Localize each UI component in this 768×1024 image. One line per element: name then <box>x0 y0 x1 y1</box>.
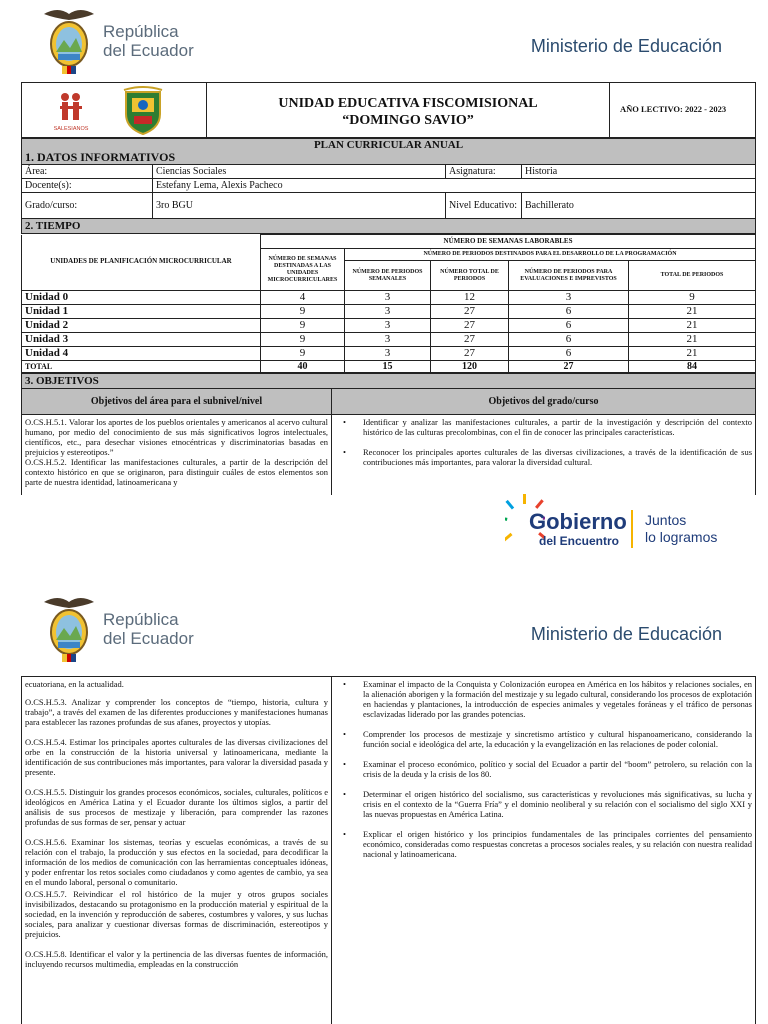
grado-objective-continued: • Determinar el origen histórico del socialismo, sus características y revoluciones más significativas, su lucha y crisis en el contexto de la “Guerra Fría” y el dominio neoliberal y su relación con el socialismo del siglo XXI y las nuevas propuestas en América Latina. <box>335 789 752 819</box>
grado-objectives-cell <box>332 415 756 495</box>
tiempo-heading: 2. TIEMPO <box>22 219 756 234</box>
tiempo-cell: 27 <box>431 347 509 361</box>
asignatura-label: Asignatura: <box>446 165 522 179</box>
semanas-laborables-header: NÚMERO DE SEMANAS LABORABLES <box>261 235 756 249</box>
area-value: Ciencias Sociales <box>153 165 446 179</box>
tiempo-cell: 4 <box>261 291 345 305</box>
tiempo-cell: 3 <box>345 333 431 347</box>
tiempo-cell: 9 <box>261 319 345 333</box>
datos-informativos-table <box>21 138 756 234</box>
unidad-name: Unidad 4 <box>22 347 261 361</box>
document-page-2 <box>0 588 768 1024</box>
page-gap <box>0 580 768 588</box>
col-periodos-group-header: NÚMERO DE PERIODOS DESTINADOS PARA EL DESARROLLO DE LA PROGRAMACIÓN <box>345 249 756 261</box>
page-2-header <box>0 588 768 668</box>
republica-line2: del Ecuador <box>103 41 194 60</box>
tiempo-total-row <box>22 361 756 373</box>
tiempo-row <box>22 333 756 347</box>
republica-del-ecuador-logo-text <box>103 22 194 60</box>
unidad-name: Unidad 3 <box>22 333 261 347</box>
grado-objective-2: • Reconocer los principales aportes culturales de las diversas civilizaciones, a través de la identificación de sus contribuciones más importantes, para valorar la diversidad cultural. <box>335 447 752 467</box>
tiempo-cell: 27 <box>431 305 509 319</box>
ministerio-title: Ministerio de Educación <box>530 36 722 56</box>
tiempo-cell: 9 <box>261 347 345 361</box>
gobierno-encuentro: del Encuentro <box>539 534 620 548</box>
area-objective-continued: O.CS.H.5.7. Reivindicar el rol histórico de la mujer y otros grupos sociales invisibilizados, destacando su protagonismo en la producción material y espiritual de la sociedad, en la invención y reproducción de saberes, costumbres y valores, y sus luchas sociales, para analizar y cuestionar diversas formas de discriminación, estereotipos y prejuicios. <box>25 889 328 939</box>
col-area-header: Objetivos del área para el subnivel/nivel <box>22 389 332 415</box>
tiempo-cell: 6 <box>509 347 629 361</box>
republica-line1: República <box>103 610 179 629</box>
republica-del-ecuador-logo-text <box>103 610 194 648</box>
gobierno-word: Gobierno <box>529 509 627 534</box>
plan-title-band <box>22 139 756 165</box>
unidad-name: Unidad 2 <box>22 319 261 333</box>
tiempo-cell: 3 <box>345 305 431 319</box>
grado-objective-continued: • Examinar el impacto de la Conquista y Colonización europea en América en los hábitos y relaciones sociales, en la alienación aborigen y la formación del mestizaje y su legado cultural, considerando los procesos de explotación en haciendas y plantaciones, la introducción de especies animales y vegetales foráneas y el tráfico de personas esclavizadas liderado por las grandes potencias. <box>335 679 752 719</box>
tiempo-cell: 9 <box>629 291 756 305</box>
republica-line1: República <box>103 22 179 41</box>
salesianos-logo-text: SALESIANOS <box>53 126 89 132</box>
tiempo-cell: 3 <box>345 347 431 361</box>
col-semanas-header: NÚMERO DE SEMANAS DESTINADAS A LAS UNIDADES MICROCURRICULARES <box>261 249 345 291</box>
area-objective-continued: O.CS.H.5.4. Estimar los principales aportes culturales de las diversas civilizaciones del orbe en la construcción de la historia universal y latinoamericana, mediante la identificación de sus contribuciones más importantes, para valorar la diversidad pasada y presente. <box>25 737 328 777</box>
col-unidades-header: UNIDADES DE PLANIFICACIÓN MICROCURRICULAR <box>22 235 261 291</box>
school-logos <box>22 83 207 137</box>
tiempo-cell: 21 <box>629 347 756 361</box>
datos-heading: 1. DATOS INFORMATIVOS <box>25 150 176 164</box>
tiempo-cell: 21 <box>629 305 756 319</box>
nivel-label: Nivel Educativo: <box>446 193 522 219</box>
area-objective-2: O.CS.H.5.2. Identificar las manifestaciones culturales, a partir de la descripción del contexto histórico en que se originaron, para distinguir cuáles de estos elementos son parte de nuestra identidad, latinoamericana y <box>25 457 328 487</box>
tiempo-cell: 21 <box>629 319 756 333</box>
tiempo-cell: 6 <box>509 333 629 347</box>
gobierno-divider <box>631 510 633 548</box>
asignatura-value: Historia <box>522 165 756 179</box>
unidad-name: Unidad 1 <box>22 305 261 319</box>
republica-line2: del Ecuador <box>103 629 194 648</box>
slogan-line2: lo logramos <box>645 529 718 545</box>
area-objective-continued: ecuatoriana, en la actualidad. <box>25 679 124 689</box>
tiempo-cell: 21 <box>629 333 756 347</box>
gobierno-del-encuentro-logo <box>505 490 735 560</box>
school-name <box>207 83 610 137</box>
tiempo-cell: 40 <box>261 361 345 373</box>
area-objectives-cell <box>22 415 332 495</box>
col-periodos-semanales-header: NÚMERO DE PERIODOS SEMANALES <box>345 261 431 291</box>
grado-objective-continued: • Comprender los procesos de mestizaje y sincretismo artístico y cultural hispanoamericano, considerando la función social e ideológica del arte, la educación y la evangelización en las relaciones de poder colonial. <box>335 729 752 749</box>
objetivos-table <box>21 373 756 495</box>
col-total-periodos-header: NÚMERO TOTAL DE PERIODOS <box>431 261 509 291</box>
school-year: AÑO LECTIVO: 2022 - 2023 <box>620 104 727 114</box>
tiempo-cell: 9 <box>261 333 345 347</box>
unidad-name: TOTAL <box>22 361 261 373</box>
grado-objectives-continued <box>332 677 756 1024</box>
grado-objective-continued: • Examinar el proceso económico, político y social del Ecuador a partir del “boom” petrolero, su relación con la crisis de la deuda y la crisis de los 80. <box>335 759 752 779</box>
grado-objective-1: • Identificar y analizar las manifestaciones culturales, a partir de la investigación y descripción del contexto histórico de las culturas precolombinas, con el fin de conocer las principales características. <box>335 417 752 437</box>
tiempo-row <box>22 291 756 305</box>
col-total-header: TOTAL DE PERIODOS <box>629 261 756 291</box>
tiempo-cell: 27 <box>431 333 509 347</box>
tiempo-cell: 84 <box>629 361 756 373</box>
area-objective-continued: O.CS.H.5.5. Distinguir los grandes procesos económicos, sociales, culturales, políticos e ideológicos en América Latina y el Ecuador durante los últimos siglos, a partir del análisis de sus procesos de mestizaje y liberación, para comprender las razones profundas de sus formas de ser, pensar y actuar <box>25 787 328 827</box>
area-objective-1: O.CS.H.5.1. Valorar los aportes de los pueblos orientales y americanos al acervo cultural humano, por medio del conocimiento de sus más significativos logros intelectuales, científicos, etc., para desechar visiones etnocéntricas y discriminatorias basadas en prejuicios y estereotipos.” <box>25 417 328 457</box>
plan-title: PLAN CURRICULAR ANUAL <box>313 139 464 151</box>
area-objective-continued: O.CS.H.5.8. Identificar el valor y la pertinencia de las diversas fuentes de información, incluyendo recursos multimedia, empleadas en la construcción <box>25 949 328 969</box>
tiempo-cell: 3 <box>509 291 629 305</box>
school-header-box <box>21 82 756 495</box>
area-objective-continued: O.CS.H.5.6. Examinar los sistemas, teorías y escuelas económicas, a través de su relación con el trabajo, la producción y sus efectos en la sociedad, para decodificar la información de los medios de comunicación con las herramientas conceptuales idóneas, y poder enfrentar los retos sociales como ciudadanos y como agentes de cambio, ya sea en el mundo laboral, personal o comunitario. <box>25 837 328 887</box>
col-eval-header: NÚMERO DE PERIODOS PARA EVALUACIONES E IMPREVISTOS <box>509 261 629 291</box>
grado-objective-continued: • Explicar el origen histórico y los principios fundamentales de las principales corrientes del pensamiento económico, consideradas como respuestas concretas a procesos sociales reales, y su relación con nuestra realidad nacional y latinoamericana. <box>335 829 752 859</box>
tiempo-cell: 6 <box>509 319 629 333</box>
docente-value: Estefany Lema, Alexis Pacheco <box>153 179 756 193</box>
objetivos-continued-table <box>21 676 756 1024</box>
ecuador-coat-of-arms-icon <box>40 4 98 76</box>
gobierno-slogan <box>645 512 717 546</box>
tiempo-cell: 27 <box>431 319 509 333</box>
objetivos-heading: 3. OBJETIVOS <box>22 374 756 389</box>
ecuador-coat-of-arms-icon <box>40 592 98 664</box>
domingo-savio-crest-icon <box>122 86 164 136</box>
page-header <box>0 0 768 80</box>
slogan-line1: Juntos <box>645 512 687 528</box>
tiempo-table <box>21 234 756 373</box>
tiempo-cell: 120 <box>431 361 509 373</box>
tiempo-cell: 3 <box>345 319 431 333</box>
area-objective-continued: O.CS.H.5.3. Analizar y comprender los conceptos de “tiempo, historia, cultura y trabajo”, a través del examen de las diferentes producciones y manifestaciones humanas para establecer las razones profundas de sus afanes, proyectos y utopías. <box>25 697 328 727</box>
tiempo-cell: 9 <box>261 305 345 319</box>
col-grado-header: Objetivos del grado/curso <box>332 389 756 415</box>
objetivos-continued <box>21 676 756 1024</box>
tiempo-cell: 6 <box>509 305 629 319</box>
area-objectives-continued <box>22 677 332 1024</box>
school-name-line2: “DOMINGO SAVIO” <box>342 113 474 128</box>
nivel-value: Bachillerato <box>522 193 756 219</box>
salesianos-logo-icon <box>52 87 90 135</box>
docente-label: Docente(s): <box>22 179 153 193</box>
area-label: Área: <box>22 165 153 179</box>
tiempo-row <box>22 319 756 333</box>
grado-value: 3ro BGU <box>153 193 446 219</box>
tiempo-cell: 3 <box>345 291 431 305</box>
ministerio-title: Ministerio de Educación <box>530 624 722 644</box>
tiempo-cell: 27 <box>509 361 629 373</box>
grado-label: Grado/curso: <box>22 193 153 219</box>
unidad-name: Unidad 0 <box>22 291 261 305</box>
tiempo-row <box>22 347 756 361</box>
tiempo-row <box>22 305 756 319</box>
school-name-line1: UNIDAD EDUCATIVA FISCOMISIONAL <box>278 96 538 111</box>
tiempo-cell: 15 <box>345 361 431 373</box>
tiempo-cell: 12 <box>431 291 509 305</box>
